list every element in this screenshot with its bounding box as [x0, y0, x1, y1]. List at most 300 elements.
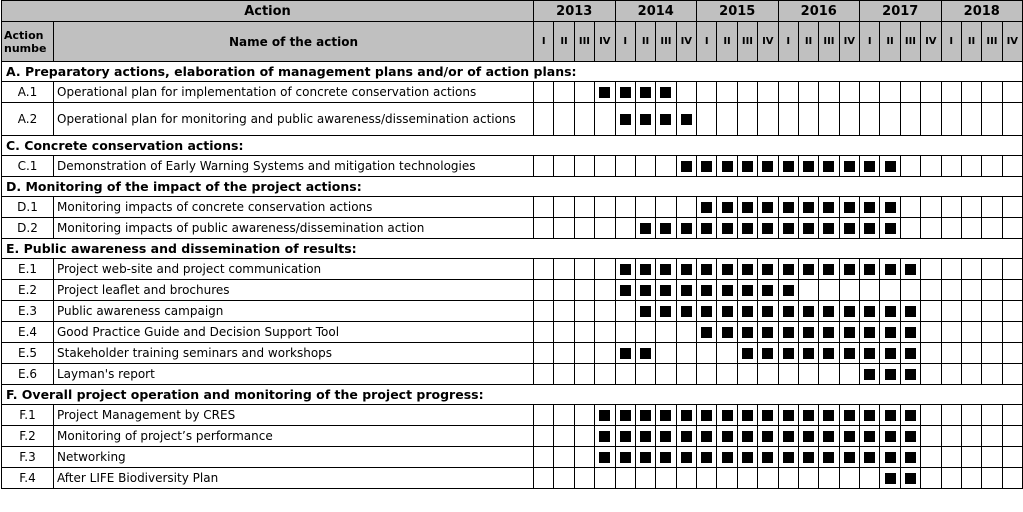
quarter-cell [900, 301, 920, 322]
active-quarter-marker [599, 431, 610, 442]
quarter-cell [819, 301, 839, 322]
quarter-cell [534, 468, 554, 489]
section-row [2, 385, 1023, 405]
quarter-cell [860, 103, 880, 136]
quarter-cell [717, 82, 737, 103]
quarter-cell [737, 259, 757, 280]
quarter-cell [717, 405, 737, 426]
quarter-cell [860, 343, 880, 364]
active-quarter-marker [742, 452, 753, 463]
quarter-header: I [860, 22, 880, 62]
quarter-cell [961, 259, 981, 280]
quarter-cell [819, 468, 839, 489]
year-header: 2018 [941, 1, 1023, 22]
quarter-cell [656, 426, 676, 447]
quarter-cell [574, 103, 594, 136]
quarter-cell [737, 405, 757, 426]
active-quarter-marker [783, 285, 794, 296]
quarter-cell [635, 468, 655, 489]
quarter-cell [860, 405, 880, 426]
quarter-cell [921, 364, 941, 385]
quarter-cell [635, 364, 655, 385]
quarter-cell [554, 103, 574, 136]
table-row [2, 218, 1023, 239]
quarter-cell [717, 103, 737, 136]
quarter-cell [595, 156, 615, 177]
quarter-cell [697, 322, 717, 343]
quarter-cell [554, 82, 574, 103]
quarter-cell [758, 156, 778, 177]
active-quarter-marker [905, 327, 916, 338]
active-quarter-marker [885, 348, 896, 359]
active-quarter-marker [844, 202, 855, 213]
quarter-cell [554, 426, 574, 447]
quarter-cell [534, 301, 554, 322]
quarter-cell [615, 301, 635, 322]
gantt-table [1, 0, 1023, 489]
quarter-cell [982, 156, 1002, 177]
active-quarter-marker [640, 431, 651, 442]
quarter-cell [860, 426, 880, 447]
quarter-header: IV [1002, 22, 1022, 62]
action-id: E.5 [2, 343, 54, 364]
active-quarter-marker [885, 264, 896, 275]
active-quarter-marker [701, 161, 712, 172]
active-quarter-marker [803, 452, 814, 463]
action-name: Public awareness campaign [54, 301, 534, 322]
quarter-cell [778, 364, 798, 385]
quarter-cell [595, 468, 615, 489]
quarter-cell [635, 82, 655, 103]
quarter-cell [982, 218, 1002, 239]
table-row [2, 82, 1023, 103]
active-quarter-marker [660, 285, 671, 296]
active-quarter-marker [742, 264, 753, 275]
quarter-header: IV [676, 22, 696, 62]
quarter-header: II [798, 22, 818, 62]
active-quarter-marker [844, 348, 855, 359]
quarter-cell [676, 343, 696, 364]
quarter-cell [758, 468, 778, 489]
quarter-cell [758, 343, 778, 364]
quarter-cell [798, 156, 818, 177]
quarter-cell [1002, 426, 1022, 447]
active-quarter-marker [803, 264, 814, 275]
active-quarter-marker [885, 327, 896, 338]
quarter-header: I [615, 22, 635, 62]
active-quarter-marker [783, 202, 794, 213]
quarter-cell [595, 103, 615, 136]
active-quarter-marker [722, 306, 733, 317]
quarter-cell [839, 156, 859, 177]
active-quarter-marker [701, 264, 712, 275]
quarter-cell [819, 156, 839, 177]
quarter-cell [534, 322, 554, 343]
year-header: 2014 [615, 1, 697, 22]
active-quarter-marker [722, 285, 733, 296]
quarter-cell [1002, 259, 1022, 280]
quarter-cell [819, 405, 839, 426]
quarter-cell [860, 259, 880, 280]
active-quarter-marker [681, 306, 692, 317]
quarter-cell [534, 426, 554, 447]
quarter-cell [921, 82, 941, 103]
quarter-cell [656, 156, 676, 177]
quarter-cell [941, 364, 961, 385]
quarter-cell [554, 405, 574, 426]
quarter-cell [717, 259, 737, 280]
quarter-cell [941, 468, 961, 489]
quarter-cell [921, 447, 941, 468]
quarter-cell [982, 426, 1002, 447]
quarter-cell [758, 218, 778, 239]
quarter-cell [941, 343, 961, 364]
active-quarter-marker [823, 306, 834, 317]
quarter-cell [595, 322, 615, 343]
quarter-cell [798, 364, 818, 385]
active-quarter-marker [885, 431, 896, 442]
quarter-cell [554, 280, 574, 301]
active-quarter-marker [742, 223, 753, 234]
active-quarter-marker [864, 202, 875, 213]
quarter-cell [758, 426, 778, 447]
action-name: Monitoring of project’s performance [54, 426, 534, 447]
action-name: Demonstration of Early Warning Systems and mitigation technologies [54, 156, 534, 177]
active-quarter-marker [722, 327, 733, 338]
active-quarter-marker [762, 161, 773, 172]
quarter-cell [798, 468, 818, 489]
quarter-cell [534, 447, 554, 468]
table-row [2, 280, 1023, 301]
quarter-cell [574, 322, 594, 343]
quarter-cell [635, 301, 655, 322]
quarter-cell [982, 364, 1002, 385]
active-quarter-marker [803, 223, 814, 234]
active-quarter-marker [762, 410, 773, 421]
section-title: A. Preparatory actions, elaboration of management plans and/or of action plans: [2, 62, 1023, 82]
quarter-cell [860, 218, 880, 239]
quarter-cell [1002, 405, 1022, 426]
quarter-cell [860, 364, 880, 385]
active-quarter-marker [742, 161, 753, 172]
quarter-cell [1002, 103, 1022, 136]
quarter-cell [574, 156, 594, 177]
quarter-cell [737, 322, 757, 343]
quarter-cell [615, 364, 635, 385]
quarter-cell [595, 82, 615, 103]
action-id: E.4 [2, 322, 54, 343]
quarter-cell [880, 405, 900, 426]
quarter-header: I [534, 22, 554, 62]
quarter-cell [615, 103, 635, 136]
quarter-cell [941, 156, 961, 177]
quarter-cell [758, 103, 778, 136]
quarter-cell [819, 103, 839, 136]
quarter-cell [880, 301, 900, 322]
quarter-header: II [635, 22, 655, 62]
active-quarter-marker [640, 452, 651, 463]
active-quarter-marker [722, 410, 733, 421]
quarter-cell [534, 218, 554, 239]
quarter-cell [982, 103, 1002, 136]
action-id: E.2 [2, 280, 54, 301]
active-quarter-marker [823, 452, 834, 463]
quarter-cell [554, 156, 574, 177]
quarter-cell [758, 447, 778, 468]
quarter-cell [635, 426, 655, 447]
quarter-cell [1002, 218, 1022, 239]
active-quarter-marker [803, 161, 814, 172]
quarter-cell [656, 301, 676, 322]
quarter-cell [839, 197, 859, 218]
active-quarter-marker [783, 348, 794, 359]
quarter-cell [534, 343, 554, 364]
quarter-cell [534, 156, 554, 177]
active-quarter-marker [620, 410, 631, 421]
section-title: C. Concrete conservation actions: [2, 136, 1023, 156]
active-quarter-marker [762, 285, 773, 296]
active-quarter-marker [864, 348, 875, 359]
quarter-cell [961, 197, 981, 218]
quarter-cell [961, 343, 981, 364]
active-quarter-marker [640, 285, 651, 296]
quarter-cell [819, 426, 839, 447]
active-quarter-marker [722, 452, 733, 463]
quarter-cell [717, 447, 737, 468]
quarter-cell [656, 405, 676, 426]
quarter-cell [900, 468, 920, 489]
quarter-header: I [778, 22, 798, 62]
quarter-cell [595, 259, 615, 280]
quarter-header: III [819, 22, 839, 62]
active-quarter-marker [823, 410, 834, 421]
quarter-cell [635, 197, 655, 218]
quarter-cell [839, 405, 859, 426]
quarter-cell [656, 197, 676, 218]
quarter-cell [1002, 447, 1022, 468]
quarter-cell [961, 426, 981, 447]
active-quarter-marker [660, 114, 671, 125]
action-id: F.4 [2, 468, 54, 489]
active-quarter-marker [701, 202, 712, 213]
quarter-cell [961, 103, 981, 136]
quarter-cell [921, 301, 941, 322]
active-quarter-marker [864, 452, 875, 463]
quarter-cell [798, 322, 818, 343]
active-quarter-marker [742, 285, 753, 296]
quarter-cell [778, 259, 798, 280]
active-quarter-marker [701, 327, 712, 338]
active-quarter-marker [762, 348, 773, 359]
quarter-cell [737, 468, 757, 489]
quarter-cell [656, 468, 676, 489]
quarter-cell [798, 405, 818, 426]
quarter-cell [900, 405, 920, 426]
table-row [2, 301, 1023, 322]
quarter-cell [737, 301, 757, 322]
active-quarter-marker [762, 306, 773, 317]
quarter-cell [595, 301, 615, 322]
quarter-cell [860, 82, 880, 103]
action-name: Operational plan for monitoring and public awareness/dissemination actions [54, 103, 534, 136]
quarter-cell [941, 218, 961, 239]
quarter-cell [615, 280, 635, 301]
active-quarter-marker [885, 452, 896, 463]
quarter-cell [880, 426, 900, 447]
quarter-cell [921, 343, 941, 364]
quarter-cell [574, 343, 594, 364]
active-quarter-marker [803, 327, 814, 338]
year-header: 2017 [860, 1, 942, 22]
active-quarter-marker [762, 452, 773, 463]
active-quarter-marker [660, 306, 671, 317]
active-quarter-marker [844, 264, 855, 275]
active-quarter-marker [722, 264, 733, 275]
quarter-cell [1002, 197, 1022, 218]
quarter-cell [839, 364, 859, 385]
action-id: D.1 [2, 197, 54, 218]
quarter-cell [697, 301, 717, 322]
quarter-cell [615, 82, 635, 103]
quarter-cell [758, 82, 778, 103]
quarter-cell [819, 322, 839, 343]
quarter-cell [554, 301, 574, 322]
quarter-cell [554, 343, 574, 364]
quarter-cell [941, 426, 961, 447]
quarter-cell [900, 103, 920, 136]
active-quarter-marker [660, 431, 671, 442]
quarter-cell [574, 197, 594, 218]
quarter-header: III [900, 22, 920, 62]
quarter-cell [635, 259, 655, 280]
action-name: Project web-site and project communication [54, 259, 534, 280]
year-header: 2016 [778, 1, 860, 22]
quarter-cell [819, 82, 839, 103]
active-quarter-marker [905, 264, 916, 275]
quarter-cell [697, 426, 717, 447]
quarter-cell [534, 364, 554, 385]
quarter-header: III [737, 22, 757, 62]
quarter-cell [717, 364, 737, 385]
active-quarter-marker [620, 285, 631, 296]
quarter-cell [900, 447, 920, 468]
quarter-cell [798, 280, 818, 301]
section-row [2, 177, 1023, 197]
quarter-cell [615, 447, 635, 468]
quarter-cell [819, 447, 839, 468]
quarter-cell [758, 405, 778, 426]
action-id: E.3 [2, 301, 54, 322]
active-quarter-marker [844, 306, 855, 317]
quarter-cell [615, 405, 635, 426]
quarter-cell [982, 405, 1002, 426]
quarter-cell [676, 468, 696, 489]
quarter-cell [880, 343, 900, 364]
action-name: Good Practice Guide and Decision Support Tool [54, 322, 534, 343]
quarter-cell [941, 301, 961, 322]
quarter-cell [860, 447, 880, 468]
quarter-cell [839, 447, 859, 468]
active-quarter-marker [844, 223, 855, 234]
quarter-header: II [717, 22, 737, 62]
quarter-cell [819, 259, 839, 280]
quarter-cell [656, 218, 676, 239]
quarter-cell [921, 103, 941, 136]
quarter-cell [1002, 468, 1022, 489]
quarter-cell [595, 280, 615, 301]
active-quarter-marker [844, 431, 855, 442]
quarter-cell [900, 364, 920, 385]
active-quarter-marker [885, 306, 896, 317]
quarter-cell [798, 103, 818, 136]
active-quarter-marker [823, 202, 834, 213]
active-quarter-marker [885, 202, 896, 213]
quarter-cell [717, 280, 737, 301]
quarter-cell [921, 197, 941, 218]
quarter-cell [941, 405, 961, 426]
quarter-cell [982, 468, 1002, 489]
quarter-cell [982, 343, 1002, 364]
quarter-cell [982, 197, 1002, 218]
quarter-cell [574, 82, 594, 103]
active-quarter-marker [620, 348, 631, 359]
active-quarter-marker [905, 452, 916, 463]
quarter-cell [900, 322, 920, 343]
active-quarter-marker [742, 431, 753, 442]
quarter-cell [737, 197, 757, 218]
quarter-cell [758, 322, 778, 343]
quarter-cell [656, 447, 676, 468]
quarter-cell [697, 280, 717, 301]
quarter-cell [941, 280, 961, 301]
quarter-cell [615, 156, 635, 177]
quarter-cell [900, 197, 920, 218]
quarter-cell [819, 197, 839, 218]
action-name: Layman's report [54, 364, 534, 385]
quarter-cell [900, 259, 920, 280]
action-name: Networking [54, 447, 534, 468]
active-quarter-marker [640, 223, 651, 234]
active-quarter-marker [722, 161, 733, 172]
active-quarter-marker [599, 410, 610, 421]
active-quarter-marker [803, 431, 814, 442]
quarter-cell [676, 280, 696, 301]
quarter-cell [921, 322, 941, 343]
quarter-cell [737, 103, 757, 136]
table-row [2, 259, 1023, 280]
active-quarter-marker [803, 348, 814, 359]
quarter-cell [717, 301, 737, 322]
quarter-cell [574, 405, 594, 426]
active-quarter-marker [905, 431, 916, 442]
quarter-cell [615, 197, 635, 218]
quarter-cell [941, 82, 961, 103]
quarter-cell [697, 218, 717, 239]
quarter-cell [615, 218, 635, 239]
quarter-cell [839, 343, 859, 364]
quarter-cell [819, 280, 839, 301]
section-row [2, 136, 1023, 156]
active-quarter-marker [620, 114, 631, 125]
active-quarter-marker [783, 452, 794, 463]
quarter-header: II [880, 22, 900, 62]
quarter-cell [798, 259, 818, 280]
active-quarter-marker [681, 452, 692, 463]
quarter-cell [717, 156, 737, 177]
quarter-cell [900, 218, 920, 239]
quarter-cell [697, 468, 717, 489]
quarter-cell [554, 447, 574, 468]
